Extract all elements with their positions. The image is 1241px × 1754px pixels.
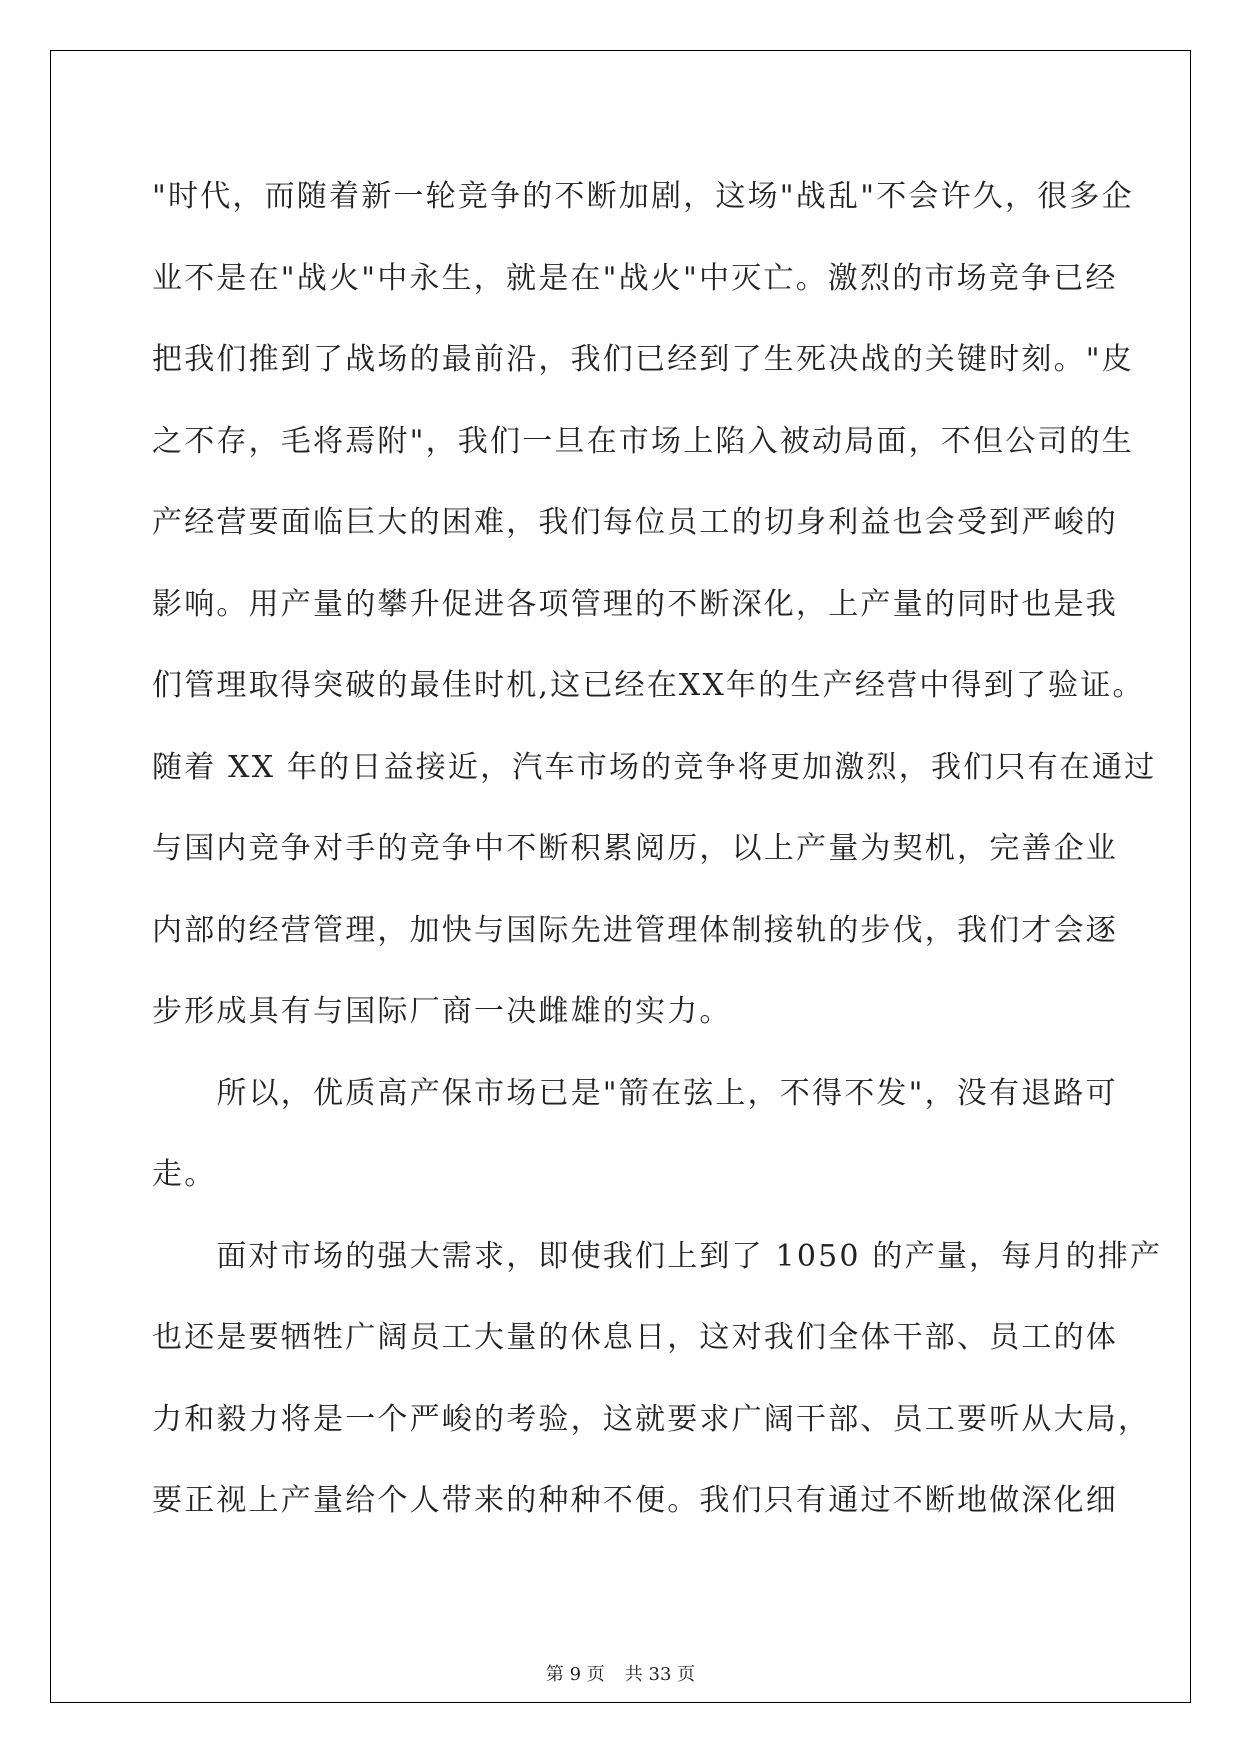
document-body: [152, 156, 1163, 1542]
text-line: 们管理取得突破的最佳时机,这已经在XX年的生产经营中得到了验证。: [152, 668, 1145, 703]
text-line: 随着 XX 年的日益接近，汽车市场的竞争将更加激烈，我们只有在通过: [152, 749, 1157, 785]
text-line: 把我们推到了战场的最前沿，我们已经到了生死决战的关键时刻。"皮: [152, 342, 1134, 377]
page-number: 第 9 页: [545, 1664, 605, 1685]
text-line: "时代，而随着新一轮竞争的不断加剧，这场"战乱"不会许久，很多企: [152, 179, 1134, 214]
text-line: 力和毅力将是一个严峻的考验，这就要求广阔干部、员工要听从大局，: [152, 1401, 1151, 1437]
text-line: 要正视上产量给个人带来的种种不便。我们只有通过不断地做深化细: [152, 1483, 1118, 1518]
text-line: 也还是要牺牲广阔员工大量的休息日，这对我们全体干部、员工的体: [152, 1320, 1118, 1355]
text-line: 所以，优质高产保市场已是"箭在弦上，不得不发"，没有退路可: [152, 1075, 1118, 1111]
text-line: 产经营要面临巨大的困难，我们每位员工的切身利益也会受到严峻的: [152, 505, 1118, 540]
text-line: 与国内竞争对手的竞争中不断积累阅历，以上产量为契机，完善企业: [152, 831, 1118, 866]
text-line: 影响。用产量的攀升促进各项管理的不断深化，上产量的同时也是我: [152, 586, 1118, 622]
text-line: 业不是在"战火"中永生，就是在"战火"中灭亡。激烈的市场竞争已经: [152, 260, 1118, 296]
text-line: 步形成具有与国际厂商一决雌雄的实力。: [152, 994, 732, 1029]
text-line: 走。: [152, 1157, 217, 1192]
text-line: 面对市场的强大需求，即使我们上到了 1050 的产量，每月的排产: [152, 1238, 1163, 1274]
text-line: 内部的经营管理，加快与国际先进管理体制接轨的步伐，我们才会逐: [152, 912, 1118, 948]
page-footer: [0, 1660, 1241, 1686]
page-total: 共 33 页: [624, 1664, 696, 1685]
text-line: 之不存，毛将焉附"，我们一旦在市场上陷入被动局面，不但公司的生: [152, 423, 1134, 459]
